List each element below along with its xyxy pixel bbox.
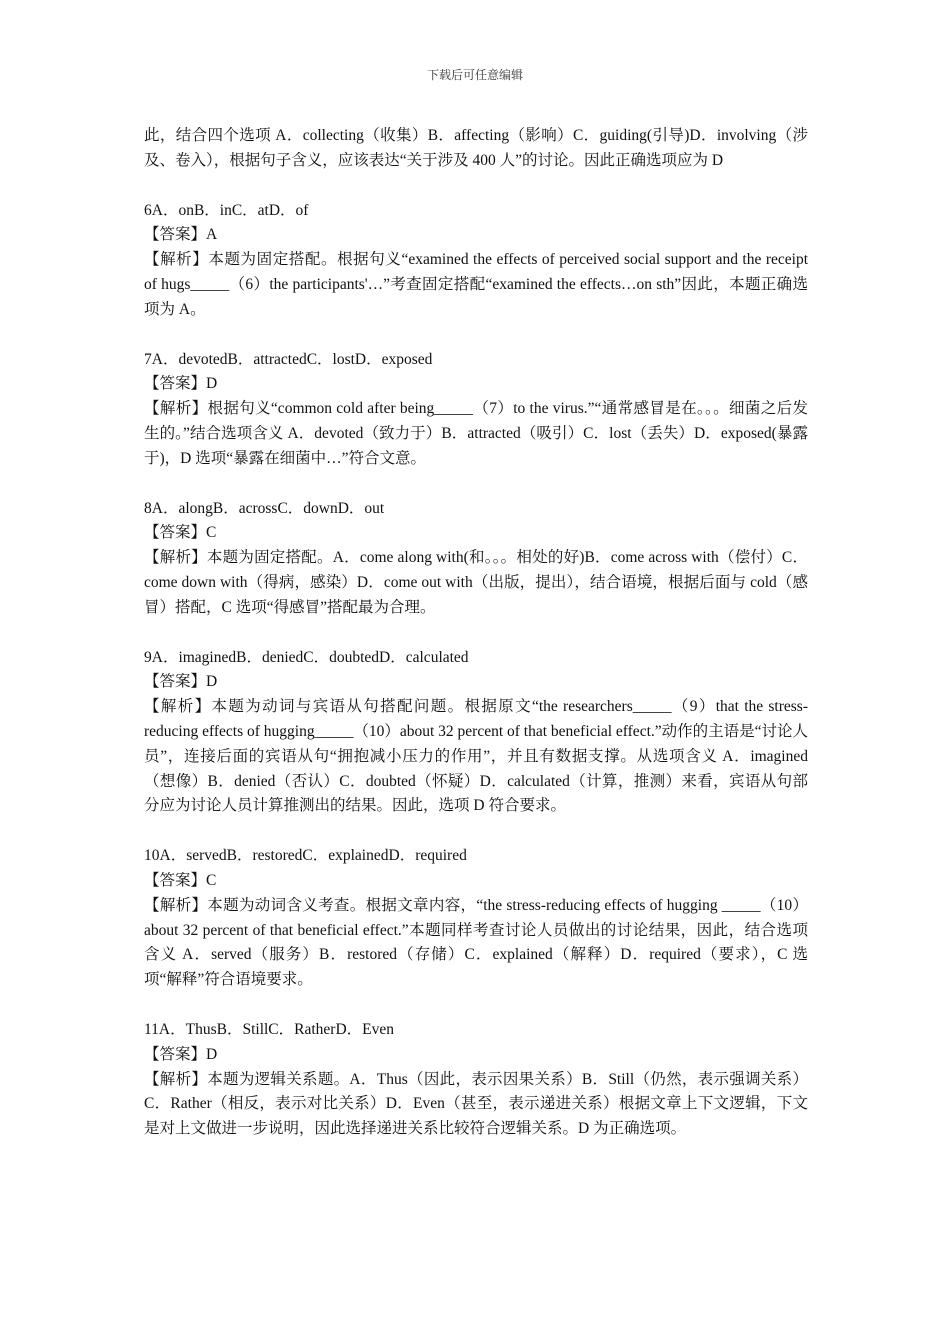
question-options: 11A．ThusB．StillC．RatherD．Even	[144, 1020, 394, 1038]
question-7	[144, 348, 808, 472]
question-11	[144, 1018, 808, 1142]
question-answer: 【答案】C	[144, 524, 217, 542]
question-options: 6A．onB．inC．atD．of	[144, 201, 309, 219]
question-9	[144, 646, 808, 820]
question-analysis: 【解析】本题为固定搭配。根据句义“examined the effects of perceived social support and the receipt of hugs_____（6）the participants'…”考查固定搭配“examined the effects…on sth”因此，本题正确选项为 A。	[144, 251, 808, 318]
question-answer: 【答案】D	[144, 1045, 218, 1063]
question-analysis: 【解析】本题为动词与宾语从句搭配问题。根据原文“the researchers_____（9）that the stress-reducing effects of hugging_____（10）about 32 percent of that beneficial effect.”动作的主语是“讨论人员”，连接后面的宾语从句“拥抱减小压力的作用”，并且有数据支撑。从选项含义 A．imagined（想像）B．denied（否认）C．doubted（怀疑）D．calculated（计算，推测）来看，宾语从句部分应为讨论人员计算推测出的结果。因此，选项 D 符合要求。	[144, 698, 809, 815]
question-answer: 【答案】D	[144, 673, 218, 691]
question-10	[144, 844, 808, 993]
question-answer: 【答案】A	[144, 226, 218, 244]
question-8	[144, 497, 808, 621]
page-header: 下载后可任意编辑	[426, 68, 523, 82]
question-options: 9A．imaginedB．deniedC．doubtedD．calculated	[144, 648, 469, 666]
question-options: 7A．devotedB．attractedC．lostD．exposed	[144, 350, 433, 368]
question-answer: 【答案】D	[144, 375, 218, 393]
question-options: 10A．servedB．restoredC．explainedD．required	[144, 847, 467, 865]
question-analysis: 【解析】本题为固定搭配。A．come along with(和。。。相处的好)B．come across with（偿付）C．come down with（得病，感染）D．come out with（出版，提出），结合语境，根据后面与 cold（感冒）搭配，C 选项“得感冒”搭配最为合理。	[144, 549, 808, 616]
question-options: 8A．alongB．acrossC．downD．out	[144, 499, 385, 517]
intro-paragraph: 此，结合四个选项 A．collecting（收集）B．affecting（影响）C．guiding(引导)D．involving（涉及、卷入），根据句子含义，应该表达“关于涉及 400 人”的讨论。因此正确选项应为 D	[144, 127, 808, 169]
document-body	[144, 124, 808, 1167]
question-analysis: 【解析】根据句义“common cold after being_____（7）to the virus.”“通常感冒是在。。。细菌之后发生的。”结合选项含义 A．devoted（致力于）B．attracted（吸引）C．lost（丢失）D．exposed(暴露于)，D 选项“暴露在细菌中…”符合文意。	[144, 400, 808, 467]
question-answer: 【答案】C	[144, 871, 217, 889]
question-analysis: 【解析】本题为动词含义考查。根据文章内容，“the stress-reducing effects of hugging _____（10）about 32 percent of that beneficial effect.”本题同样考查讨论人员做出的讨论结果，因此，结合选项含义 A．served（服务）B．restored（存储）C．explained（解释）D．required（要求），C 选项“解释”符合语境要求。	[144, 896, 808, 989]
question-analysis: 【解析】本题为逻辑关系题。A．Thus（因此，表示因果关系）B．Still（仍然，表示强调关系）C．Rather（相反，表示对比关系）D．Even（甚至，表示递进关系）根据文章上下文逻辑，下文是对上文做进一步说明，因此选择递进关系比较符合逻辑关系。D 为正确选项。	[144, 1070, 808, 1138]
question-6	[144, 199, 808, 323]
